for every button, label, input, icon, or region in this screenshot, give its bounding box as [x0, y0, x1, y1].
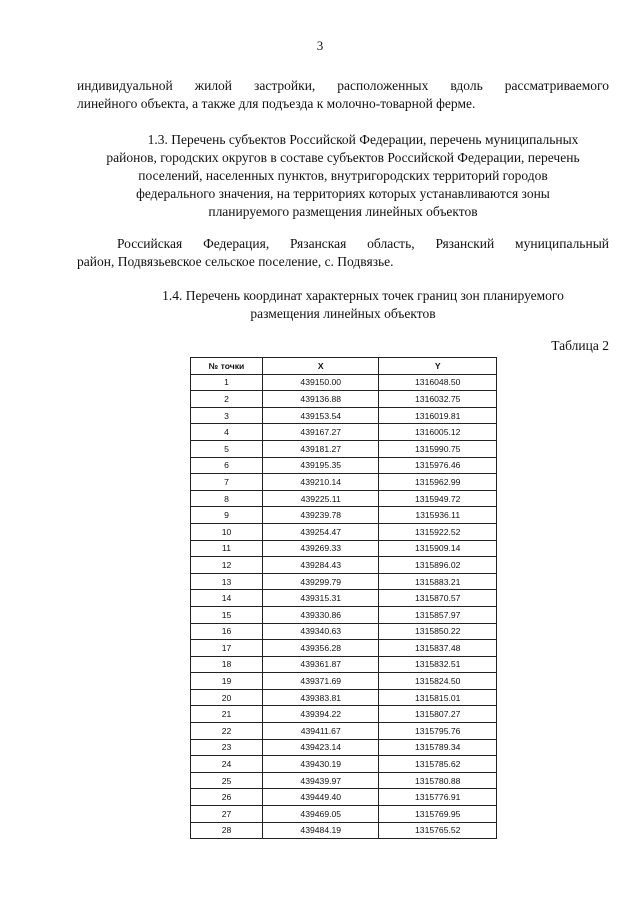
- table-row: [191, 689, 497, 706]
- cell-point-number: 24: [191, 756, 263, 773]
- cell-point-number: 14: [191, 590, 263, 607]
- cell-y: 1316032.75: [379, 391, 497, 408]
- cell-x: 439195.35: [263, 457, 379, 474]
- cell-x: 439371.69: [263, 673, 379, 690]
- cell-point-number: 15: [191, 606, 263, 623]
- cell-y: 1315832.51: [379, 656, 497, 673]
- cell-y: 1315909.14: [379, 540, 497, 557]
- cell-point-number: 1: [191, 374, 263, 391]
- cell-x: 439361.87: [263, 656, 379, 673]
- cell-x: 439423.14: [263, 739, 379, 756]
- cell-point-number: 8: [191, 490, 263, 507]
- cell-y: 1315976.46: [379, 457, 497, 474]
- cell-x: 439383.81: [263, 689, 379, 706]
- table-row: [191, 407, 497, 424]
- cell-y: 1315815.01: [379, 689, 497, 706]
- table-body: [191, 374, 497, 839]
- cell-x: 439484.19: [263, 822, 379, 839]
- cell-point-number: 17: [191, 640, 263, 657]
- table-row: [191, 440, 497, 457]
- cell-y: 1315883.21: [379, 573, 497, 590]
- table-row: [191, 590, 497, 607]
- text-line: 1.3. Перечень субъектов Российской Федерации, перечень муниципальных: [147, 132, 579, 147]
- table-row: [191, 822, 497, 839]
- text-line: индивидуальной жилой застройки, расположенных вдоль рассматриваемого: [77, 78, 609, 93]
- cell-y: 1315769.95: [379, 806, 497, 823]
- cell-x: 439269.33: [263, 540, 379, 557]
- text-line: Российская Федерация, Рязанская область, Рязанский муниципальный: [117, 236, 609, 251]
- cell-x: 439469.05: [263, 806, 379, 823]
- section-1-3-heading: [77, 131, 609, 221]
- cell-point-number: 23: [191, 739, 263, 756]
- cell-point-number: 2: [191, 391, 263, 408]
- table-row: [191, 507, 497, 524]
- cell-point-number: 28: [191, 822, 263, 839]
- table-row: [191, 557, 497, 574]
- cell-y: 1315936.11: [379, 507, 497, 524]
- cell-x: 439284.43: [263, 557, 379, 574]
- table-row: [191, 523, 497, 540]
- text-line: планируемого размещения линейных объектов: [208, 204, 478, 219]
- cell-point-number: 26: [191, 789, 263, 806]
- cell-point-number: 18: [191, 656, 263, 673]
- column-header-x: X: [263, 358, 379, 375]
- cell-point-number: 21: [191, 706, 263, 723]
- text-line: поселений, населенных пунктов, внутригородских территорий городов: [138, 168, 548, 183]
- cell-y: 1315785.62: [379, 756, 497, 773]
- cell-x: 439340.63: [263, 623, 379, 640]
- cell-point-number: 11: [191, 540, 263, 557]
- cell-y: 1315824.50: [379, 673, 497, 690]
- text-line: район, Подвязьевское сельское поселение, с. Подвязье.: [77, 254, 394, 269]
- cell-point-number: 6: [191, 457, 263, 474]
- cell-point-number: 25: [191, 772, 263, 789]
- table-header-row: [191, 358, 497, 375]
- cell-y: 1316019.81: [379, 407, 497, 424]
- cell-y: 1315776.91: [379, 789, 497, 806]
- cell-x: 439330.86: [263, 606, 379, 623]
- table-row: [191, 772, 497, 789]
- text-line: федерального значения, на территориях которых устанавливаются зоны: [136, 186, 550, 201]
- cell-y: 1315896.02: [379, 557, 497, 574]
- cell-point-number: 10: [191, 523, 263, 540]
- cell-x: 439225.11: [263, 490, 379, 507]
- cell-x: 439210.14: [263, 474, 379, 491]
- cell-y: 1315765.52: [379, 822, 497, 839]
- cell-y: 1315789.34: [379, 739, 497, 756]
- text-line: районов, городских округов в составе субъектов Российской Федерации, перечень: [106, 150, 580, 165]
- coordinates-table: [190, 357, 497, 839]
- table-row: [191, 540, 497, 557]
- cell-x: 439411.67: [263, 723, 379, 740]
- page-number: 3: [316, 38, 324, 53]
- column-header-y: Y: [379, 358, 497, 375]
- cell-x: 439136.88: [263, 391, 379, 408]
- cell-y: 1315780.88: [379, 772, 497, 789]
- cell-x: 439239.78: [263, 507, 379, 524]
- cell-x: 439449.40: [263, 789, 379, 806]
- text-line: 1.4. Перечень координат характерных точек границ зон планируемого: [162, 288, 564, 303]
- cell-y: 1315850.22: [379, 623, 497, 640]
- table-caption: Таблица 2: [551, 338, 609, 353]
- subjects-paragraph: [77, 235, 609, 271]
- table-row: [191, 640, 497, 657]
- cell-y: 1315962.99: [379, 474, 497, 491]
- cell-y: 1315857.97: [379, 606, 497, 623]
- cell-x: 439356.28: [263, 640, 379, 657]
- table-row: [191, 789, 497, 806]
- table-row: [191, 673, 497, 690]
- table-row: [191, 739, 497, 756]
- table-row: [191, 457, 497, 474]
- cell-y: 1316048.50: [379, 374, 497, 391]
- cell-y: 1315837.48: [379, 640, 497, 657]
- table-row: [191, 374, 497, 391]
- cell-point-number: 27: [191, 806, 263, 823]
- cell-point-number: 4: [191, 424, 263, 441]
- cell-point-number: 19: [191, 673, 263, 690]
- cell-point-number: 7: [191, 474, 263, 491]
- text-line: линейного объекта, а также для подъезда к молочно-товарной ферме.: [77, 96, 476, 111]
- intro-paragraph: [77, 77, 609, 113]
- cell-x: 439430.19: [263, 756, 379, 773]
- cell-y: 1315795.76: [379, 723, 497, 740]
- cell-point-number: 20: [191, 689, 263, 706]
- table-row: [191, 623, 497, 640]
- table-row: [191, 474, 497, 491]
- cell-x: 439394.22: [263, 706, 379, 723]
- cell-x: 439150.00: [263, 374, 379, 391]
- cell-y: 1315870.57: [379, 590, 497, 607]
- table-row: [191, 573, 497, 590]
- table-row: [191, 490, 497, 507]
- cell-y: 1315949.72: [379, 490, 497, 507]
- table-row: [191, 806, 497, 823]
- column-header-point: № точки: [191, 358, 263, 375]
- table-row: [191, 391, 497, 408]
- table-row: [191, 723, 497, 740]
- cell-x: 439439.97: [263, 772, 379, 789]
- section-1-4-heading: [77, 287, 609, 323]
- table-row: [191, 706, 497, 723]
- cell-point-number: 22: [191, 723, 263, 740]
- cell-point-number: 16: [191, 623, 263, 640]
- cell-point-number: 5: [191, 440, 263, 457]
- cell-point-number: 9: [191, 507, 263, 524]
- cell-x: 439167.27: [263, 424, 379, 441]
- cell-x: 439299.79: [263, 573, 379, 590]
- cell-x: 439315.31: [263, 590, 379, 607]
- cell-x: 439153.54: [263, 407, 379, 424]
- cell-point-number: 3: [191, 407, 263, 424]
- cell-point-number: 13: [191, 573, 263, 590]
- text-line: размещения линейных объектов: [250, 306, 436, 321]
- cell-y: 1315807.27: [379, 706, 497, 723]
- table-row: [191, 656, 497, 673]
- cell-point-number: 12: [191, 557, 263, 574]
- table-row: [191, 606, 497, 623]
- cell-y: 1315990.75: [379, 440, 497, 457]
- cell-x: 439254.47: [263, 523, 379, 540]
- cell-y: 1316005.12: [379, 424, 497, 441]
- table-row: [191, 756, 497, 773]
- cell-y: 1315922.52: [379, 523, 497, 540]
- cell-x: 439181.27: [263, 440, 379, 457]
- table-row: [191, 424, 497, 441]
